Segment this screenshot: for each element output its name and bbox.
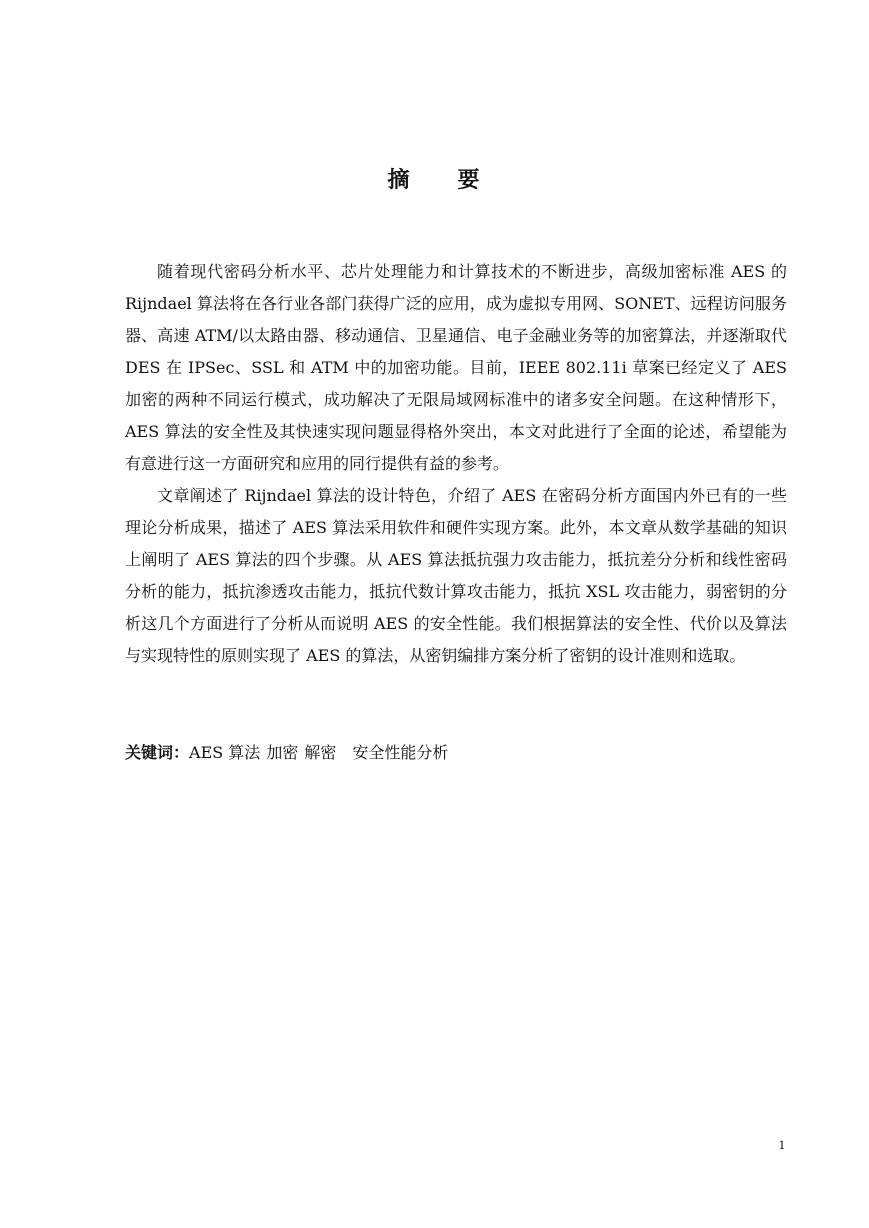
keyword-item: AES 算法 bbox=[189, 743, 261, 762]
title-char-1: 摘 bbox=[387, 168, 412, 193]
abstract-body bbox=[125, 256, 787, 672]
keywords-label: 关键词： bbox=[125, 743, 190, 762]
keyword-item: 解密 bbox=[304, 743, 337, 762]
title-char-2: 要 bbox=[457, 168, 482, 193]
abstract-title bbox=[0, 166, 869, 196]
abstract-paragraph-2: 文章阐述了 Rijndael 算法的设计特色，介绍了 AES 在密码分析方面国内外已有的一些理论分析成果，描述了 AES 算法采用软件和硬件实现方案。此外，本文章从数学基础的知识上阐明了 AES 算法的四个步骤。从 AES 算法抵抗强力攻击能力，抵抗差分分析和线性密码分析的能力，抵抗渗透攻击能力，抵抗代数计算攻击能力，抵抗 XSL 攻击能力，弱密钥的分析这几个方面进行了分析从而说明 AES 的安全性能。我们根据算法的安全性、代价以及算法与实现特性的原则实现了 AES 的算法，从密钥编排方案分析了密钥的设计准则和选取。 bbox=[125, 486, 787, 665]
keyword-item: 加密 bbox=[266, 743, 299, 762]
page-number: 1 bbox=[778, 1139, 786, 1152]
keywords-line bbox=[125, 738, 787, 768]
abstract-paragraph-1: 随着现代密码分析水平、芯片处理能力和计算技术的不断进步，高级加密标准 AES 的 Rijndael 算法将在各行业各部门获得广泛的应用，成为虚拟专用网、SONET、远程访问服务器、高速 ATM/以太路由器、移动通信、卫星通信、电子金融业务等的加密算法，并逐渐取代 DES 在 IPSec、SSL 和 ATM 中的加密功能。目前，IEEE 802.11i 草案已经定义了 AES 加密的两种不同运行模式，成功解决了无限局域网标准中的诸多安全问题。在这种情形下，AES 算法的安全性及其快速实现问题显得格外突出，本文对此进行了全面的论述，希望能为有意进行这一方面研究和应用的同行提供有益的参考。 bbox=[125, 262, 787, 473]
keyword-item: 安全性能分析 bbox=[352, 743, 449, 762]
